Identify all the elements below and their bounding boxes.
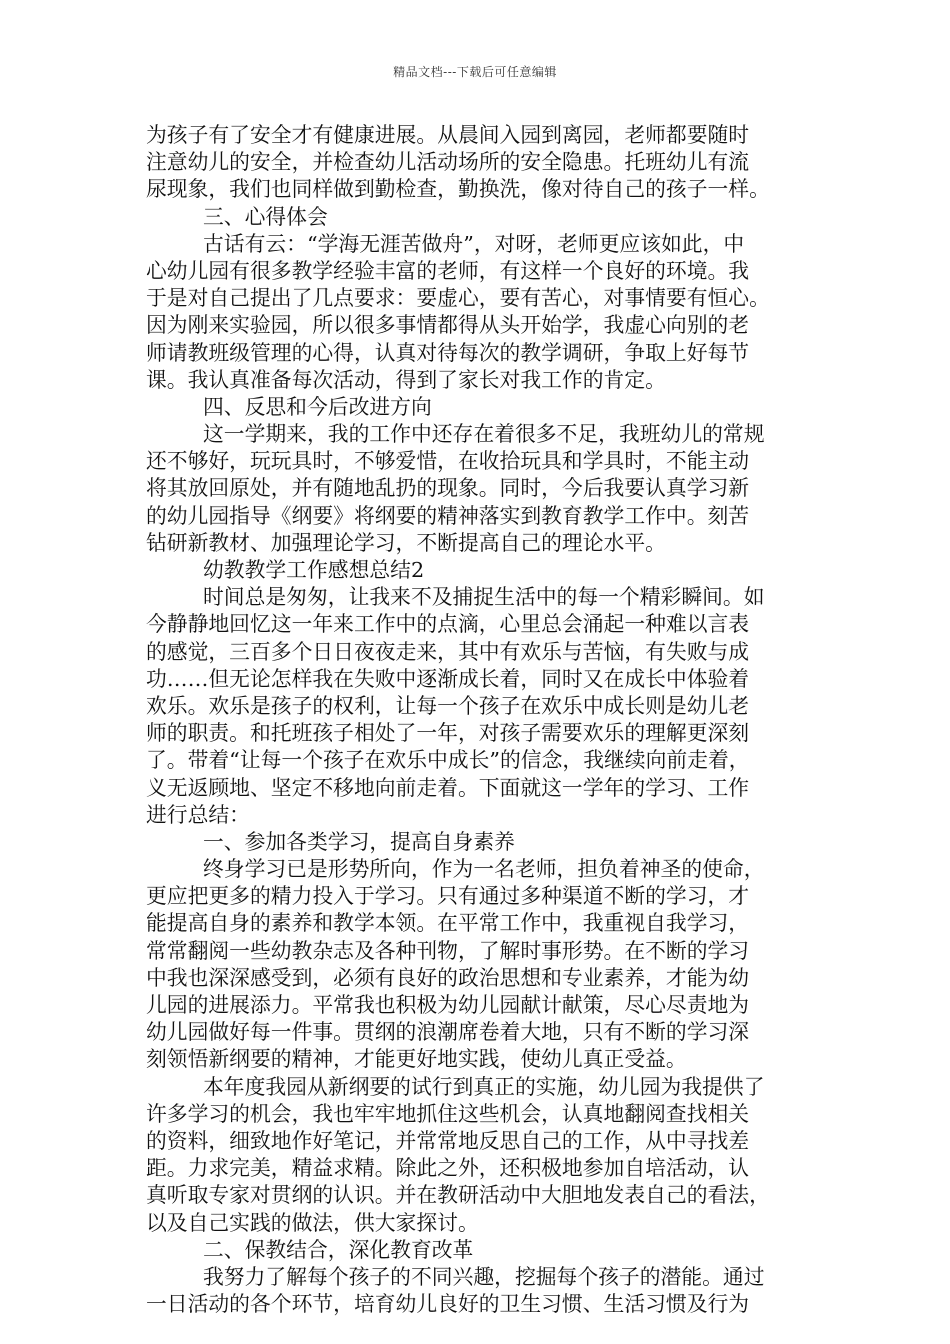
text-line: 欢乐。欢乐是孩子的权利，让每一个孩子在欢乐中成长则是幼儿老 xyxy=(146,693,750,718)
text-line: 心幼儿园有很多教学经验丰富的老师，有这样一个良好的环境。我 xyxy=(146,258,750,283)
text-line: 距。力求完美，精益求精。除此之外，还积极地参加自培活动，认 xyxy=(146,1156,750,1181)
document-body xyxy=(146,122,814,1318)
text-line: 更应把更多的精力投入于学习。只有通过多种渠道不断的学习，才 xyxy=(146,884,750,909)
text-line: 真听取专家对贯纲的认识。并在教研活动中大胆地发表自己的看法， xyxy=(146,1183,770,1208)
text-line: 课。我认真准备每次活动，得到了家长对我工作的肯定。 xyxy=(146,367,666,392)
text-line: 进行总结： xyxy=(146,802,250,827)
text-line: 师的职责。和托班孩子相处了一年，对孩子需要欢乐的理解更深刻 xyxy=(146,721,750,746)
text-line: 二、保教结合，深化教育改革 xyxy=(203,1237,474,1262)
text-line: 终身学习已是形势所向，作为一名老师，担负着神圣的使命， xyxy=(203,857,765,882)
text-line: 尿现象，我们也同样做到勤检查，勤换洗，像对待自己的孩子一样。 xyxy=(146,177,770,202)
text-line: 为孩子有了安全才有健康进展。从晨间入园到离园，老师都要随时 xyxy=(146,123,750,147)
text-line: 一日活动的各个环节，培育幼儿良好的卫生习惯、生活习惯及行为 xyxy=(146,1292,750,1317)
text-line: 将其放回原处，并有随地乱扔的现象。同时，今后我要认真学习新 xyxy=(146,476,750,501)
text-line: 还不够好，玩玩具时，不够爱惜，在收拾玩具和学具时，不能主动 xyxy=(146,449,750,474)
text-line: 一、参加各类学习，提高自身素养 xyxy=(203,829,515,854)
text-line: 以及自己实践的做法，供大家探讨。 xyxy=(146,1210,479,1235)
text-line: 本年度我园从新纲要的试行到真正的实施，幼儿园为我提供了 xyxy=(203,1074,765,1099)
text-line: 四、反思和今后改进方向 xyxy=(203,394,432,419)
page-header: 精品文档---下载后可任意编辑 xyxy=(393,65,557,79)
text-line: 的资料，细致地作好笔记，并常常地反思自己的工作，从中寻找差 xyxy=(146,1128,750,1153)
text-line: 的感觉，三百多个日日夜夜走来，其中有欢乐与苦恼，有失败与成 xyxy=(146,639,750,664)
text-line: 钻研新教材、加强理论学习，不断提高自己的理论水平。 xyxy=(146,530,666,555)
text-line: 常常翻阅一些幼教杂志及各种刊物，了解时事形势。在不断的学习 xyxy=(146,938,750,963)
text-line: 幼儿园做好每一件事。贯纲的浪潮席卷着大地，只有不断的学习深 xyxy=(146,1020,750,1045)
text-line: 因为刚来实验园，所以很多事情都得从头开始学，我虚心向别的老 xyxy=(146,313,750,338)
text-line: 三、心得体会 xyxy=(203,204,328,229)
text-line: 于是对自己提出了几点要求：要虚心，要有苦心，对事情要有恒心。 xyxy=(146,286,770,311)
text-line: 时间总是匆匆，让我来不及捕捉生活中的每一个精彩瞬间。如 xyxy=(203,585,765,610)
text-line: 师请教班级管理的心得，认真对待每次的教学调研，争取上好每节 xyxy=(146,340,750,365)
text-line: 刻领悟新纲要的精神，才能更好地实践，使幼儿真正受益。 xyxy=(146,1047,687,1072)
text-line: 许多学习的机会，我也牢牢地抓住这些机会，认真地翻阅查找相关 xyxy=(146,1101,750,1126)
text-line: 义无返顾地、坚定不移地向前走着。下面就这一学年的学习、工作 xyxy=(146,775,750,800)
text-line: 今静静地回忆这一年来工作中的点滴，心里总会涌起一种难以言表 xyxy=(146,612,750,637)
text-line: 幼教教学工作感想总结2 xyxy=(203,558,425,582)
text-line: 能提高自身的素养和教学本领。在平常工作中，我重视自我学习， xyxy=(146,911,750,936)
text-line: 儿园的进展添力。平常我也积极为幼儿园献计献策，尽心尽责地为 xyxy=(146,993,750,1017)
text-line: 我努力了解每个孩子的不同兴趣，挖掘每个孩子的潜能。通过 xyxy=(203,1264,765,1289)
text-line: 中我也深深感受到，必须有良好的政治思想和专业素养，才能为幼 xyxy=(146,965,750,990)
text-line: 注意幼儿的安全，并检查幼儿活动场所的安全隐患。托班幼儿有流 xyxy=(146,150,750,175)
text-line: 了。带着“让每一个孩子在欢乐中成长”的信念，我继续向前走着， xyxy=(146,748,750,773)
text-line: 这一学期来，我的工作中还存在着很多不足，我班幼儿的常规 xyxy=(203,422,765,447)
text-line: 的幼儿园指导《纲要》将纲要的精神落实到教育教学工作中。刻苦 xyxy=(146,503,750,528)
text-line: 功……但无论怎样我在失败中逐渐成长着，同时又在成长中体验着 xyxy=(146,666,750,691)
text-line: 古话有云：“学海无涯苦做舟”，对呀，老师更应该如此，中 xyxy=(203,231,745,256)
